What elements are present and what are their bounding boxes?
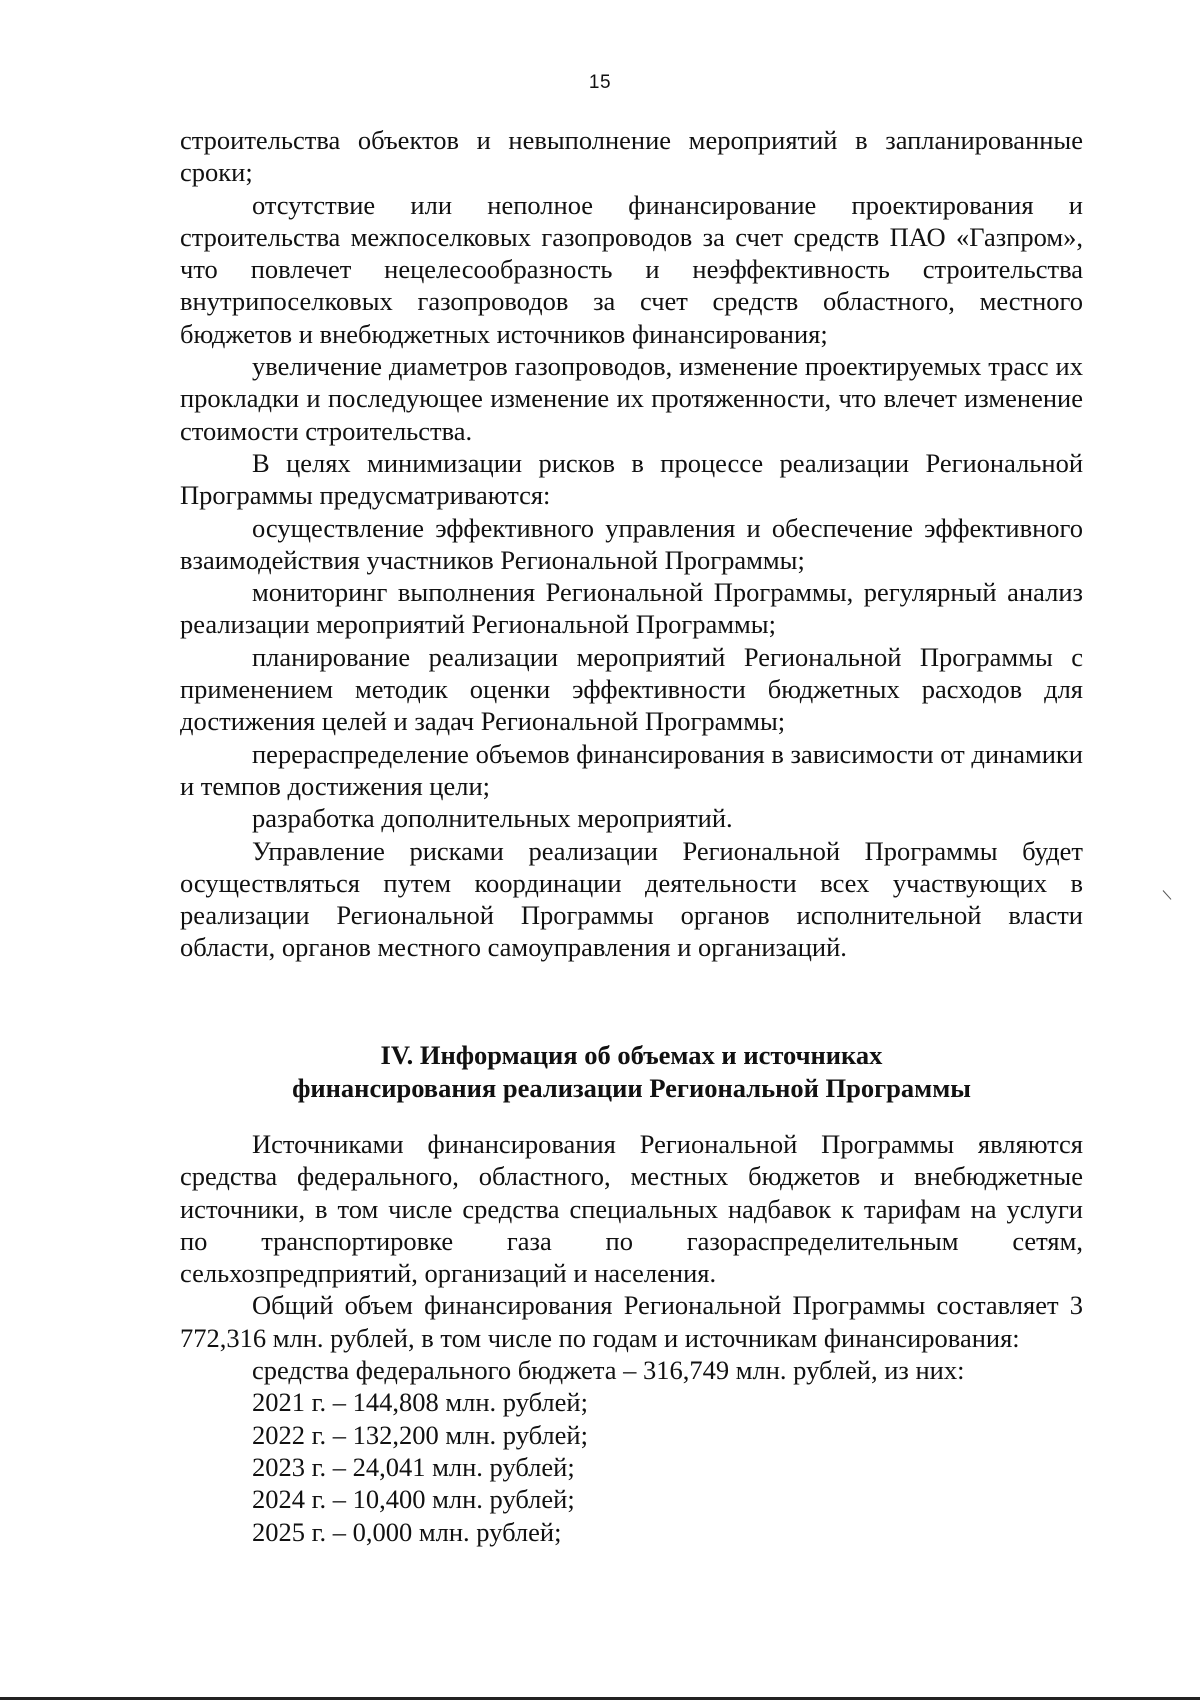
- paragraph: строительства объектов и невыполнение мероприятий в запланированные сроки;: [180, 125, 1083, 188]
- paragraph: планирование реализации мероприятий Региональной Программы с применением методик оценки эффективности бюджетных расходов для достижения целей и задач Региональной Программы;: [180, 641, 1083, 737]
- paragraph: отсутствие или неполное финансирование проектирования и строительства межпоселковых газопроводов за счет средств ПАО «Газпром», что повлечет нецелесообразность и неэффективность строительства внутрипоселковых газопроводов за счет средств областного, местного бюджетов и внебюджетных источников финансирования;: [180, 189, 1083, 349]
- page-bottom-edge: [0, 1697, 1200, 1700]
- list-item: 2021 г. – 144,808 млн. рублей;: [252, 1387, 588, 1418]
- paragraph: Общий объем финансирования Региональной Программы составляет 3 772,316 млн. рублей, в том числе по годам и источникам финансирования:: [180, 1290, 1083, 1353]
- federal-funding-by-year-list: [180, 1386, 1083, 1547]
- paragraph: осуществление эффективного управления и обеспечение эффективного взаимодействия участников Региональной Программы;: [180, 512, 1083, 575]
- paragraph: В целях минимизации рисков в процессе реализации Региональной Программы предусматриваются:: [180, 447, 1083, 511]
- paragraph: средства федерального бюджета – 316,749 млн. рублей, из них:: [252, 1355, 965, 1386]
- list-item: 2024 г. – 10,400 млн. рублей;: [252, 1484, 575, 1515]
- paragraph: перераспределение объемов финансирования в зависимости от динамики и темпов достижения цели;: [180, 738, 1083, 801]
- paragraph: увеличение диаметров газопроводов, изменение проектируемых трасс их прокладки и последующее изменение их протяженности, что влечет изменение стоимости строительства.: [180, 351, 1083, 446]
- page-number: 15: [588, 72, 612, 93]
- list-item: 2022 г. – 132,200 млн. рублей;: [252, 1419, 588, 1450]
- paragraph: Источниками финансирования Региональной Программы являются средства федерального, областного, местных бюджетов и внебюджетные источники, в том числе средства специальных надбавок к тарифам на услуги по транспортировке газа по газораспределительным сетям, сельхозпредприятий, организаций и населения.: [180, 1129, 1083, 1289]
- paragraph: Управление рисками реализации Региональной Программы будет осуществляться путем координации деятельности всех участвующих в реализации Региональной Программы органов исполнительной власти области, органов местного самоуправления и организаций.: [180, 835, 1083, 963]
- scan-artifact-mark: [1163, 890, 1172, 900]
- list-item: 2025 г. – 0,000 млн. рублей;: [252, 1516, 562, 1547]
- section-heading-line: IV. Информация об объемах и источниках: [380, 1040, 883, 1070]
- list-item: 2023 г. – 24,041 млн. рублей;: [252, 1451, 575, 1482]
- paragraph: разработка дополнительных мероприятий.: [252, 803, 733, 834]
- section-heading-line: финансирования реализации Региональной Программы: [292, 1073, 971, 1103]
- paragraph: мониторинг выполнения Региональной Программы, регулярный анализ реализации мероприятий Региональной Программы;: [180, 577, 1083, 640]
- section-heading: [180, 1039, 1083, 1105]
- body-text-bottom: [180, 1128, 1083, 1548]
- body-text-top: [180, 124, 1083, 964]
